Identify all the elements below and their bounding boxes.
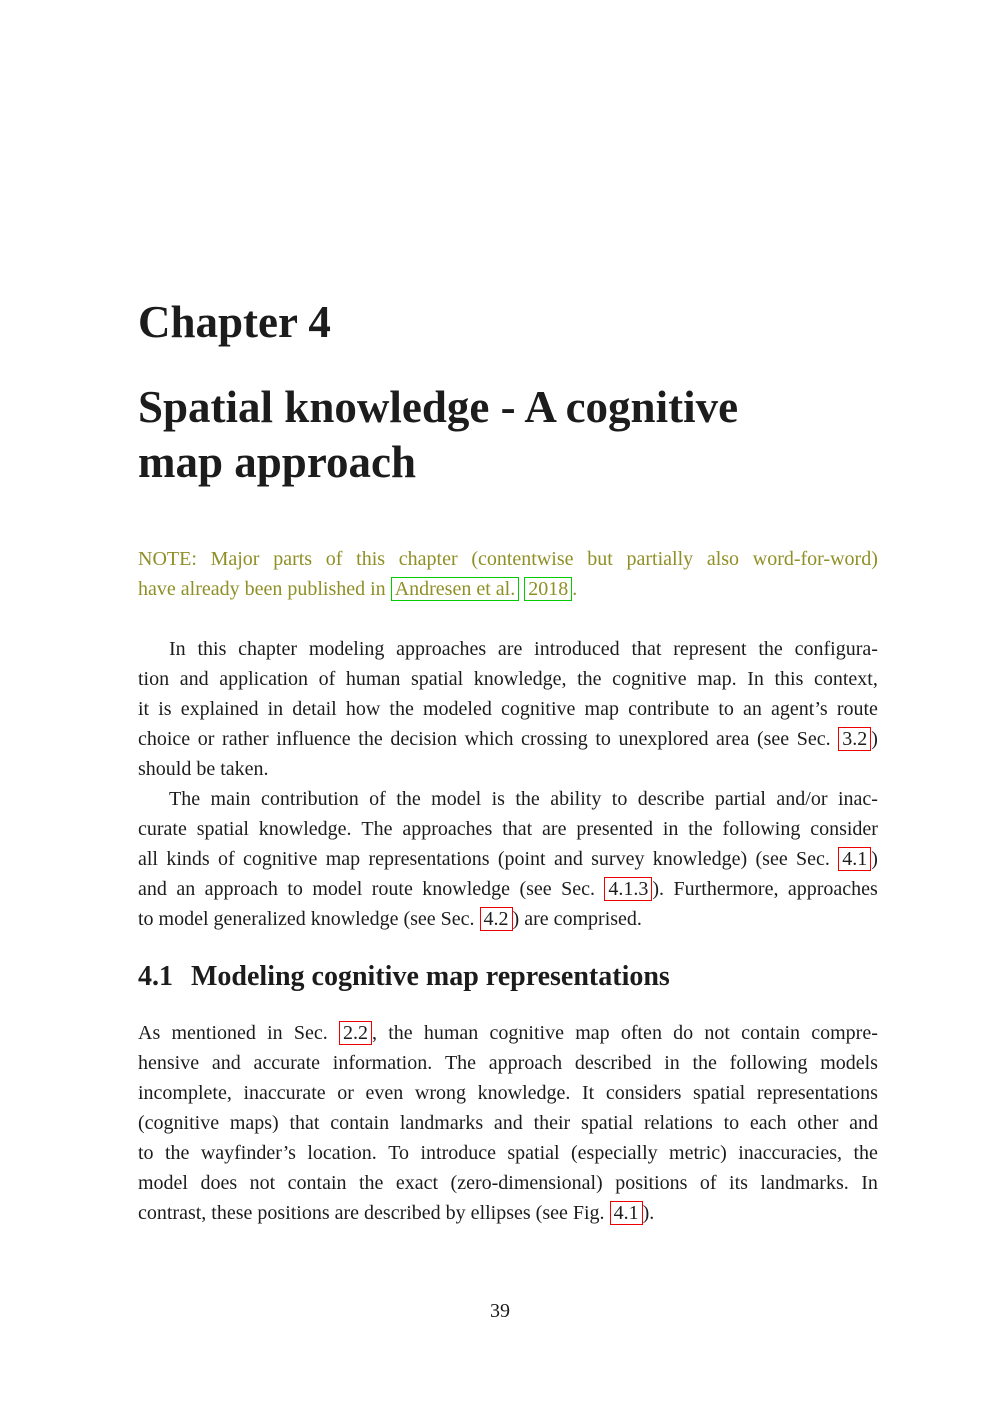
word: (especially — [571, 1142, 658, 1164]
word: map — [325, 848, 361, 870]
word: incomplete, — [138, 1082, 232, 1104]
word: NOTE: — [138, 548, 197, 570]
word: Sec. — [796, 848, 830, 870]
section-heading — [138, 958, 878, 996]
word: to — [287, 878, 303, 900]
word: agent’s — [771, 698, 828, 720]
word: presented — [576, 818, 653, 840]
word: crossing — [521, 728, 588, 750]
word: application — [219, 668, 309, 690]
word: spatial — [580, 1112, 634, 1134]
word: model — [138, 1172, 188, 1194]
word: also — [706, 548, 740, 570]
word: kinds — [166, 848, 210, 870]
word: relations — [643, 1112, 713, 1134]
word: map — [575, 1022, 610, 1044]
word: partial — [714, 788, 766, 810]
word: It — [582, 1082, 595, 1104]
word: human — [423, 1022, 479, 1044]
word: the — [358, 1172, 384, 1194]
text-line — [138, 1048, 878, 1078]
word: how — [345, 698, 381, 720]
word: knowledge. — [477, 1082, 571, 1104]
word: human — [345, 668, 401, 690]
word: positions — [615, 1172, 688, 1194]
text-line: should be taken. — [138, 758, 269, 780]
word: cognitive — [489, 1022, 564, 1044]
word: word-for-word) — [752, 548, 878, 570]
word: represent — [673, 638, 747, 660]
word: compre- — [811, 1022, 878, 1044]
word: (contentwise — [471, 548, 574, 570]
text-line: to model generalized knowledge (see Sec. 4.2 ) are comprised. — [138, 908, 642, 930]
word: model — [312, 878, 363, 900]
text-line — [138, 664, 878, 694]
word: maps) — [229, 1112, 279, 1134]
word: cognitive — [612, 668, 687, 690]
word: (see — [519, 878, 552, 900]
word: their — [533, 1112, 571, 1134]
text-line — [138, 844, 878, 874]
word: even — [365, 1082, 404, 1104]
word: landmarks. — [760, 1172, 849, 1194]
word: Sec. — [561, 878, 595, 900]
word: are — [542, 818, 567, 840]
word: curate — [138, 818, 187, 840]
word: the — [515, 788, 540, 810]
word: the — [688, 818, 713, 840]
citation-link-2018[interactable]: 2018 — [524, 577, 572, 601]
word: Sec. — [796, 728, 831, 750]
word: modeled — [422, 698, 492, 720]
word: that — [502, 818, 533, 840]
word: main — [210, 788, 251, 810]
word: cognitive — [242, 848, 318, 870]
word: inaccuracies, — [738, 1142, 843, 1164]
word: and — [211, 1052, 241, 1074]
word: to — [718, 698, 734, 720]
word: of — [217, 848, 235, 870]
word: this — [356, 548, 386, 570]
word: its — [729, 1172, 748, 1194]
word: wayfinder’s — [200, 1142, 296, 1164]
word: but — [587, 548, 613, 570]
word: map — [584, 698, 619, 720]
word: representations — [756, 1082, 878, 1104]
word: spatial — [507, 1142, 560, 1164]
text-line — [138, 694, 878, 724]
word: contribution — [260, 788, 359, 810]
text-line — [138, 1168, 878, 1198]
word: that — [631, 638, 662, 660]
word: knowledge) — [652, 848, 748, 870]
word: contain — [741, 1022, 801, 1044]
paragraph-contribution — [138, 784, 878, 934]
word: unexplored — [618, 728, 709, 750]
word: (see — [756, 728, 790, 750]
word: inac- — [837, 788, 878, 810]
text-line — [138, 1108, 878, 1138]
word: ability — [550, 788, 602, 810]
word: to — [138, 1142, 154, 1164]
ref-sec-2-2[interactable]: 2.2 — [339, 1021, 372, 1045]
word: of — [325, 548, 343, 570]
word: In — [169, 638, 186, 660]
word: survey — [591, 848, 645, 870]
publication-note — [138, 544, 878, 604]
word: contain — [330, 1112, 390, 1134]
word: model — [431, 788, 482, 810]
word: not — [249, 1172, 276, 1194]
word: approach — [204, 878, 278, 900]
word: approaches — [402, 818, 493, 840]
word: and — [179, 668, 209, 690]
word: of — [369, 788, 386, 810]
word: configura- — [794, 638, 878, 660]
word: accurate — [253, 1052, 321, 1074]
word: introduced — [534, 638, 620, 660]
word: the — [577, 668, 602, 690]
word: in — [664, 1052, 680, 1074]
citation-link-andresen[interactable]: Andresen et al. — [391, 577, 520, 601]
word: of — [318, 668, 336, 690]
word: The — [169, 788, 201, 810]
word: rather — [222, 728, 269, 750]
word: the — [396, 788, 421, 810]
word: or — [197, 728, 215, 750]
word: that — [289, 1112, 320, 1134]
word: considers — [605, 1082, 682, 1104]
word: contribute — [628, 698, 710, 720]
chapter-title — [138, 380, 878, 490]
word: to — [595, 728, 611, 750]
word: Sec. — [293, 1022, 328, 1044]
word: mentioned — [171, 1022, 256, 1044]
page-number: 39 — [490, 1300, 510, 1322]
word: or — [337, 1082, 354, 1104]
text-line — [138, 784, 878, 814]
word: knowledge, — [473, 668, 567, 690]
word: does — [200, 1172, 238, 1194]
paragraph-modeling — [138, 1018, 878, 1228]
word: the — [164, 1142, 190, 1164]
word: knowledge — [422, 878, 511, 900]
text-line: contrast, these positions are described by ellipses (see Fig. 4.1 ). — [138, 1202, 655, 1224]
word: do — [673, 1022, 694, 1044]
word: map. — [697, 668, 737, 690]
word: described — [574, 1052, 652, 1074]
word: 4.1 ) — [838, 844, 878, 874]
word: The — [444, 1052, 477, 1074]
word: Furthermore, — [673, 878, 779, 900]
text-line — [138, 874, 878, 904]
word: following — [729, 1052, 808, 1074]
word: all — [138, 848, 158, 870]
word: in — [267, 1022, 283, 1044]
word: The — [361, 818, 393, 840]
word: this — [197, 638, 227, 660]
word: tion — [138, 668, 170, 690]
word: partially — [626, 548, 694, 570]
word: the — [358, 728, 383, 750]
word: and — [493, 1112, 523, 1134]
word: landmarks — [399, 1112, 484, 1134]
word: (see — [755, 848, 788, 870]
text-line — [138, 544, 878, 574]
word: spatial — [692, 1082, 746, 1104]
word: information. — [332, 1052, 433, 1074]
chapter-title-line-2: map approach — [138, 437, 416, 487]
word: in — [267, 698, 284, 720]
word: is — [158, 698, 172, 720]
word: to — [611, 788, 628, 810]
word: wrong — [414, 1082, 467, 1104]
word: and/or — [776, 788, 828, 810]
word: influence — [276, 728, 351, 750]
word: spatial — [196, 818, 249, 840]
word: chapter — [398, 548, 458, 570]
word: area — [716, 728, 750, 750]
word: In — [747, 668, 764, 690]
word: route — [371, 878, 413, 900]
word: modeling — [308, 638, 385, 660]
word: route — [836, 698, 878, 720]
ref-sec-4-2[interactable]: 4.2 — [480, 907, 513, 931]
word: and — [138, 878, 167, 900]
word: In — [861, 1172, 878, 1194]
word: explained — [180, 698, 259, 720]
word: metric) — [669, 1142, 727, 1164]
word: to — [723, 1112, 740, 1134]
text-line — [138, 1138, 878, 1168]
word: and — [849, 1112, 878, 1134]
word: (zero-dimensional) — [450, 1172, 603, 1194]
text-line — [138, 1078, 878, 1108]
word: consider — [810, 818, 878, 840]
word: approaches — [787, 878, 878, 900]
text-line — [138, 814, 878, 844]
word: choice — [138, 728, 191, 750]
word: contain — [287, 1172, 347, 1194]
word: inaccurate — [243, 1082, 326, 1104]
chapter-label: Chapter 4 — [138, 297, 331, 347]
word: representations — [368, 848, 490, 870]
section-title: Modeling cognitive map representations — [191, 961, 670, 992]
word: is — [491, 788, 505, 810]
text-line — [138, 1018, 878, 1048]
word: location. — [307, 1142, 377, 1164]
word: (point — [497, 848, 546, 870]
word: following — [722, 818, 801, 840]
word: approaches — [396, 638, 487, 660]
word: the — [389, 698, 414, 720]
ref-sec-3-2[interactable]: 3.2 — [838, 727, 871, 751]
word: chapter — [238, 638, 298, 660]
section-number: 4.1 — [138, 961, 173, 992]
word: it — [138, 698, 150, 720]
ref-fig-4-1[interactable]: 4.1 — [610, 1201, 643, 1225]
chapter-title-line-1: Spatial knowledge - A cognitive — [138, 382, 739, 432]
word: cognitive — [500, 698, 576, 720]
word: (cognitive — [138, 1112, 220, 1134]
word: other — [797, 1112, 839, 1134]
word: often — [620, 1022, 662, 1044]
word: and — [553, 848, 583, 870]
word: the — [692, 1052, 717, 1074]
text-line — [138, 724, 878, 754]
word: an — [743, 698, 762, 720]
word: Major — [210, 548, 260, 570]
word: 3.2 ) — [838, 724, 878, 754]
word: To — [388, 1142, 410, 1164]
word: are — [497, 638, 523, 660]
word: an — [176, 878, 196, 900]
word: decision — [390, 728, 457, 750]
word: in — [662, 818, 679, 840]
ref-sec-4-1[interactable]: 4.1 — [838, 847, 871, 871]
word: this — [774, 668, 804, 690]
word: detail — [292, 698, 337, 720]
word: describe — [637, 788, 705, 810]
word: each — [749, 1112, 787, 1134]
word: approach — [488, 1052, 563, 1074]
word: exact — [395, 1172, 439, 1194]
word: 2.2 , — [339, 1018, 377, 1048]
word: the — [388, 1022, 413, 1044]
word: spatial — [410, 668, 464, 690]
paragraph-intro — [138, 634, 878, 784]
word: of — [699, 1172, 717, 1194]
word: introduce — [420, 1142, 496, 1164]
word: knowledge. — [258, 818, 352, 840]
text-line: have already been published in Andresen et al. 2018 . — [138, 578, 578, 600]
word: 4.1.3 ). — [604, 874, 664, 904]
word: the — [853, 1142, 878, 1164]
word: hensive — [138, 1052, 200, 1074]
word: As — [138, 1022, 161, 1044]
word: the — [758, 638, 783, 660]
text-line — [138, 634, 878, 664]
word: context, — [813, 668, 878, 690]
ref-sec-4-1-3[interactable]: 4.1.3 — [604, 877, 652, 901]
word: models — [820, 1052, 878, 1074]
word: parts — [273, 548, 313, 570]
word: not — [704, 1022, 730, 1044]
word: which — [464, 728, 514, 750]
